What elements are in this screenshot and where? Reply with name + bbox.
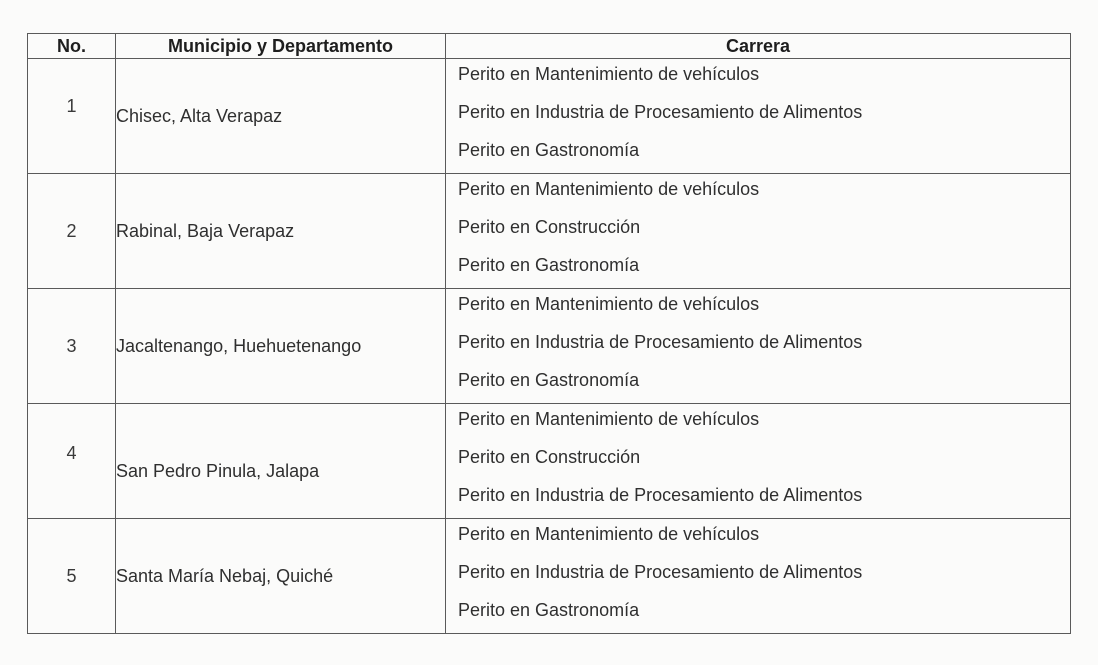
row-number: 3: [66, 335, 77, 356]
careers-cell: [446, 289, 1071, 404]
row-number-cell: [28, 174, 116, 289]
table-row: [28, 404, 1071, 519]
municipio-cell: [116, 289, 446, 404]
career-item: Perito en Gastronomía: [458, 255, 640, 275]
header-carrera: Carrera: [446, 34, 1071, 59]
table-row: [28, 519, 1071, 634]
career-item: Perito en Industria de Procesamiento de Alimentos: [458, 102, 863, 122]
career-item: Perito en Mantenimiento de vehículos: [458, 294, 760, 314]
career-item: Perito en Mantenimiento de vehículos: [458, 409, 760, 429]
municipio-text: Chisec, Alta Verapaz: [116, 105, 283, 126]
career-item: Perito en Gastronomía: [458, 600, 640, 620]
career-item: Perito en Construcción: [458, 217, 641, 237]
municipio-cell: [116, 404, 446, 519]
header-no: No.: [28, 34, 116, 59]
municipio-cell: [116, 174, 446, 289]
career-item: Perito en Mantenimiento de vehículos: [458, 64, 760, 84]
table-header-row: [28, 34, 1071, 59]
career-item: Perito en Industria de Procesamiento de Alimentos: [458, 332, 863, 352]
row-number: 1: [66, 95, 77, 116]
row-number-cell: [28, 404, 116, 519]
municipio-text: Rabinal, Baja Verapaz: [116, 220, 295, 241]
row-number-cell: [28, 289, 116, 404]
careers-cell: [446, 404, 1071, 519]
career-item: Perito en Gastronomía: [458, 370, 640, 390]
careers-cell: [446, 59, 1071, 174]
career-item: Perito en Industria de Procesamiento de Alimentos: [458, 562, 863, 582]
table-row: [28, 59, 1071, 174]
career-item: Perito en Mantenimiento de vehículos: [458, 524, 760, 544]
careers-cell: [446, 174, 1071, 289]
municipio-text: San Pedro Pinula, Jalapa: [116, 460, 320, 481]
row-number-cell: [28, 59, 116, 174]
row-number: 5: [66, 565, 77, 586]
table-row: [28, 289, 1071, 404]
table-row: [28, 174, 1071, 289]
municipio-cell: [116, 59, 446, 174]
career-item: Perito en Industria de Procesamiento de Alimentos: [458, 485, 863, 505]
municipio-cell: [116, 519, 446, 634]
municipio-text: Santa María Nebaj, Quiché: [116, 565, 334, 586]
row-number: 4: [66, 442, 77, 463]
municipio-text: Jacaltenango, Huehuetenango: [116, 335, 362, 356]
header-municipio: Municipio y Departamento: [116, 34, 446, 59]
row-number: 2: [66, 220, 77, 241]
career-item: Perito en Gastronomía: [458, 140, 640, 160]
careers-cell: [446, 519, 1071, 634]
career-item: Perito en Construcción: [458, 447, 641, 467]
row-number-cell: [28, 519, 116, 634]
careers-table: [27, 33, 1071, 634]
career-item: Perito en Mantenimiento de vehículos: [458, 179, 760, 199]
